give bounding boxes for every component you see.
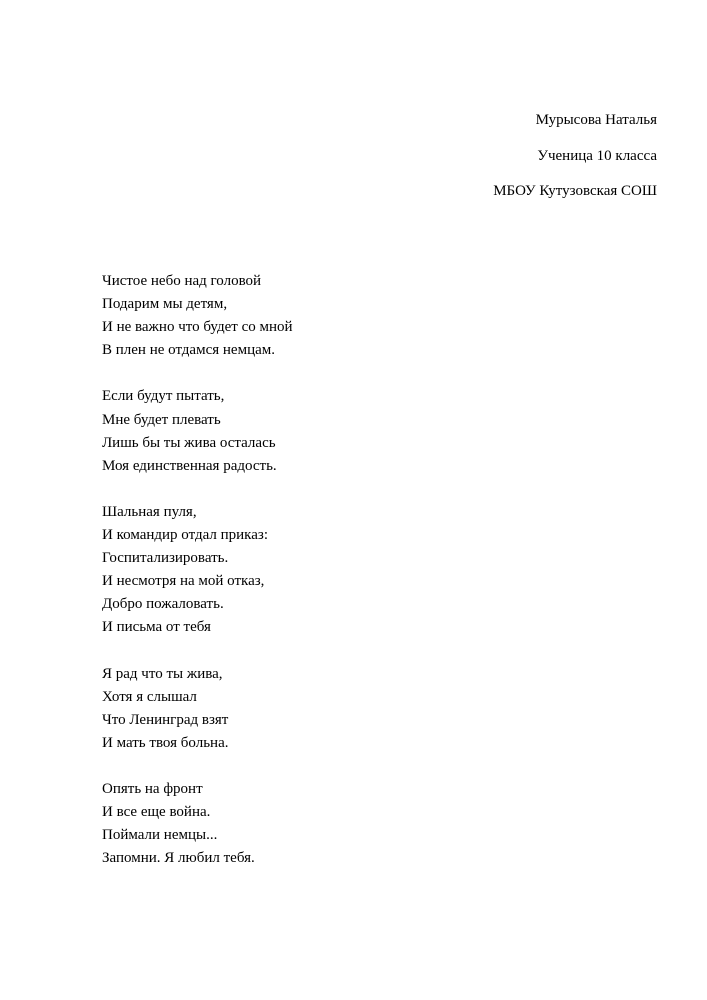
poem-line: И не важно что будет со мной bbox=[102, 319, 293, 336]
poem-line: Мне будет плевать bbox=[102, 411, 221, 428]
poem-line: Подарим мы детям, bbox=[102, 296, 228, 313]
poem-line: Запомни. Я любил тебя. bbox=[102, 850, 255, 867]
poem-line: Поймали немцы... bbox=[102, 827, 218, 844]
author-header bbox=[493, 103, 657, 210]
poem-line: Опять на фронт bbox=[102, 781, 203, 798]
author-school: МБОУ Кутузовская СОШ bbox=[493, 183, 657, 199]
poem-line: Что Ленинград взят bbox=[102, 711, 229, 728]
poem-line: И мать твоя больна. bbox=[102, 734, 229, 751]
poem-line: Я рад что ты жива, bbox=[102, 665, 223, 682]
poem-line: Чистое небо над головой bbox=[102, 273, 262, 289]
author-name: Мурысова Наталья bbox=[535, 112, 657, 128]
poem-line: Моя единственная радость. bbox=[102, 457, 277, 474]
stanza-2 bbox=[102, 385, 293, 477]
stanza-4 bbox=[102, 663, 293, 755]
poem-line: Если будут пытать, bbox=[102, 388, 225, 405]
poem-body bbox=[102, 270, 293, 894]
poem-line: И все еще война. bbox=[102, 804, 211, 821]
poem-line: И несмотря на мой отказ, bbox=[102, 573, 265, 590]
poem-line: Шальная пуля, bbox=[102, 503, 197, 520]
author-grade: Ученица 10 класса bbox=[537, 147, 657, 164]
stanza-3 bbox=[102, 501, 293, 640]
poem-line: И командир отдал приказ: bbox=[102, 527, 268, 544]
poem-line: Добро пожаловать. bbox=[102, 596, 224, 613]
poem-line: И письма от тебя bbox=[102, 619, 211, 636]
poem-line: Лишь бы ты жива осталась bbox=[102, 434, 276, 451]
poem-line: Госпитализировать. bbox=[102, 550, 229, 567]
stanza-1 bbox=[102, 270, 293, 362]
poem-line: В плен не отдамся немцам. bbox=[102, 342, 275, 359]
poem-line: Хотя я слышал bbox=[102, 688, 197, 705]
stanza-5 bbox=[102, 778, 293, 870]
